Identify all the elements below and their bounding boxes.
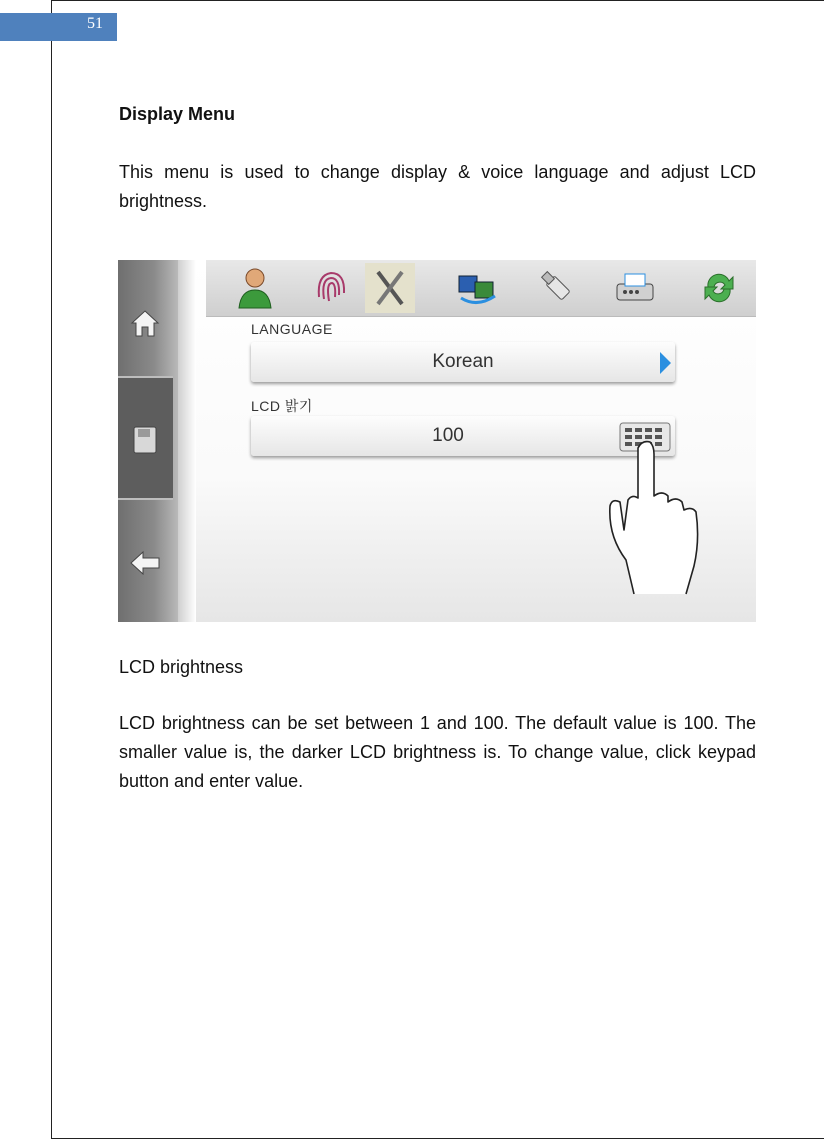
fingerprint-icon[interactable] (306, 263, 356, 313)
language-label: LANGUAGE (251, 321, 333, 337)
network-icon[interactable] (452, 263, 502, 313)
home-icon[interactable] (128, 306, 162, 340)
usb-icon[interactable] (532, 263, 582, 313)
lcd-brightness-value: 100 (432, 425, 464, 446)
refresh-icon[interactable] (694, 263, 744, 313)
back-arrow-icon[interactable] (128, 546, 162, 580)
subsection-title: LCD brightness (119, 657, 244, 677)
section-title: Display Menu (119, 104, 236, 124)
lcd-brightness-label: LCD 밝기 (251, 398, 313, 414)
user-icon[interactable] (230, 263, 280, 313)
page-number: 51 (0, 13, 117, 41)
device-screenshot (118, 260, 756, 622)
section-intro: This menu is used to change display & voice language and adjust LCD brightness. (119, 162, 756, 211)
save-icon[interactable] (128, 423, 162, 457)
next-arrow-icon[interactable] (660, 352, 671, 374)
language-value: Korean (432, 351, 494, 372)
language-select[interactable] (251, 342, 675, 382)
printer-icon[interactable] (610, 263, 660, 313)
subsection-body: LCD brightness can be set between 1 and 100. The default value is 100. The smaller value is, the darker LCD brightness is. To change value, click keypad button and enter value. (119, 713, 756, 791)
pointing-hand-icon (606, 440, 706, 595)
tools-icon[interactable] (365, 263, 415, 313)
